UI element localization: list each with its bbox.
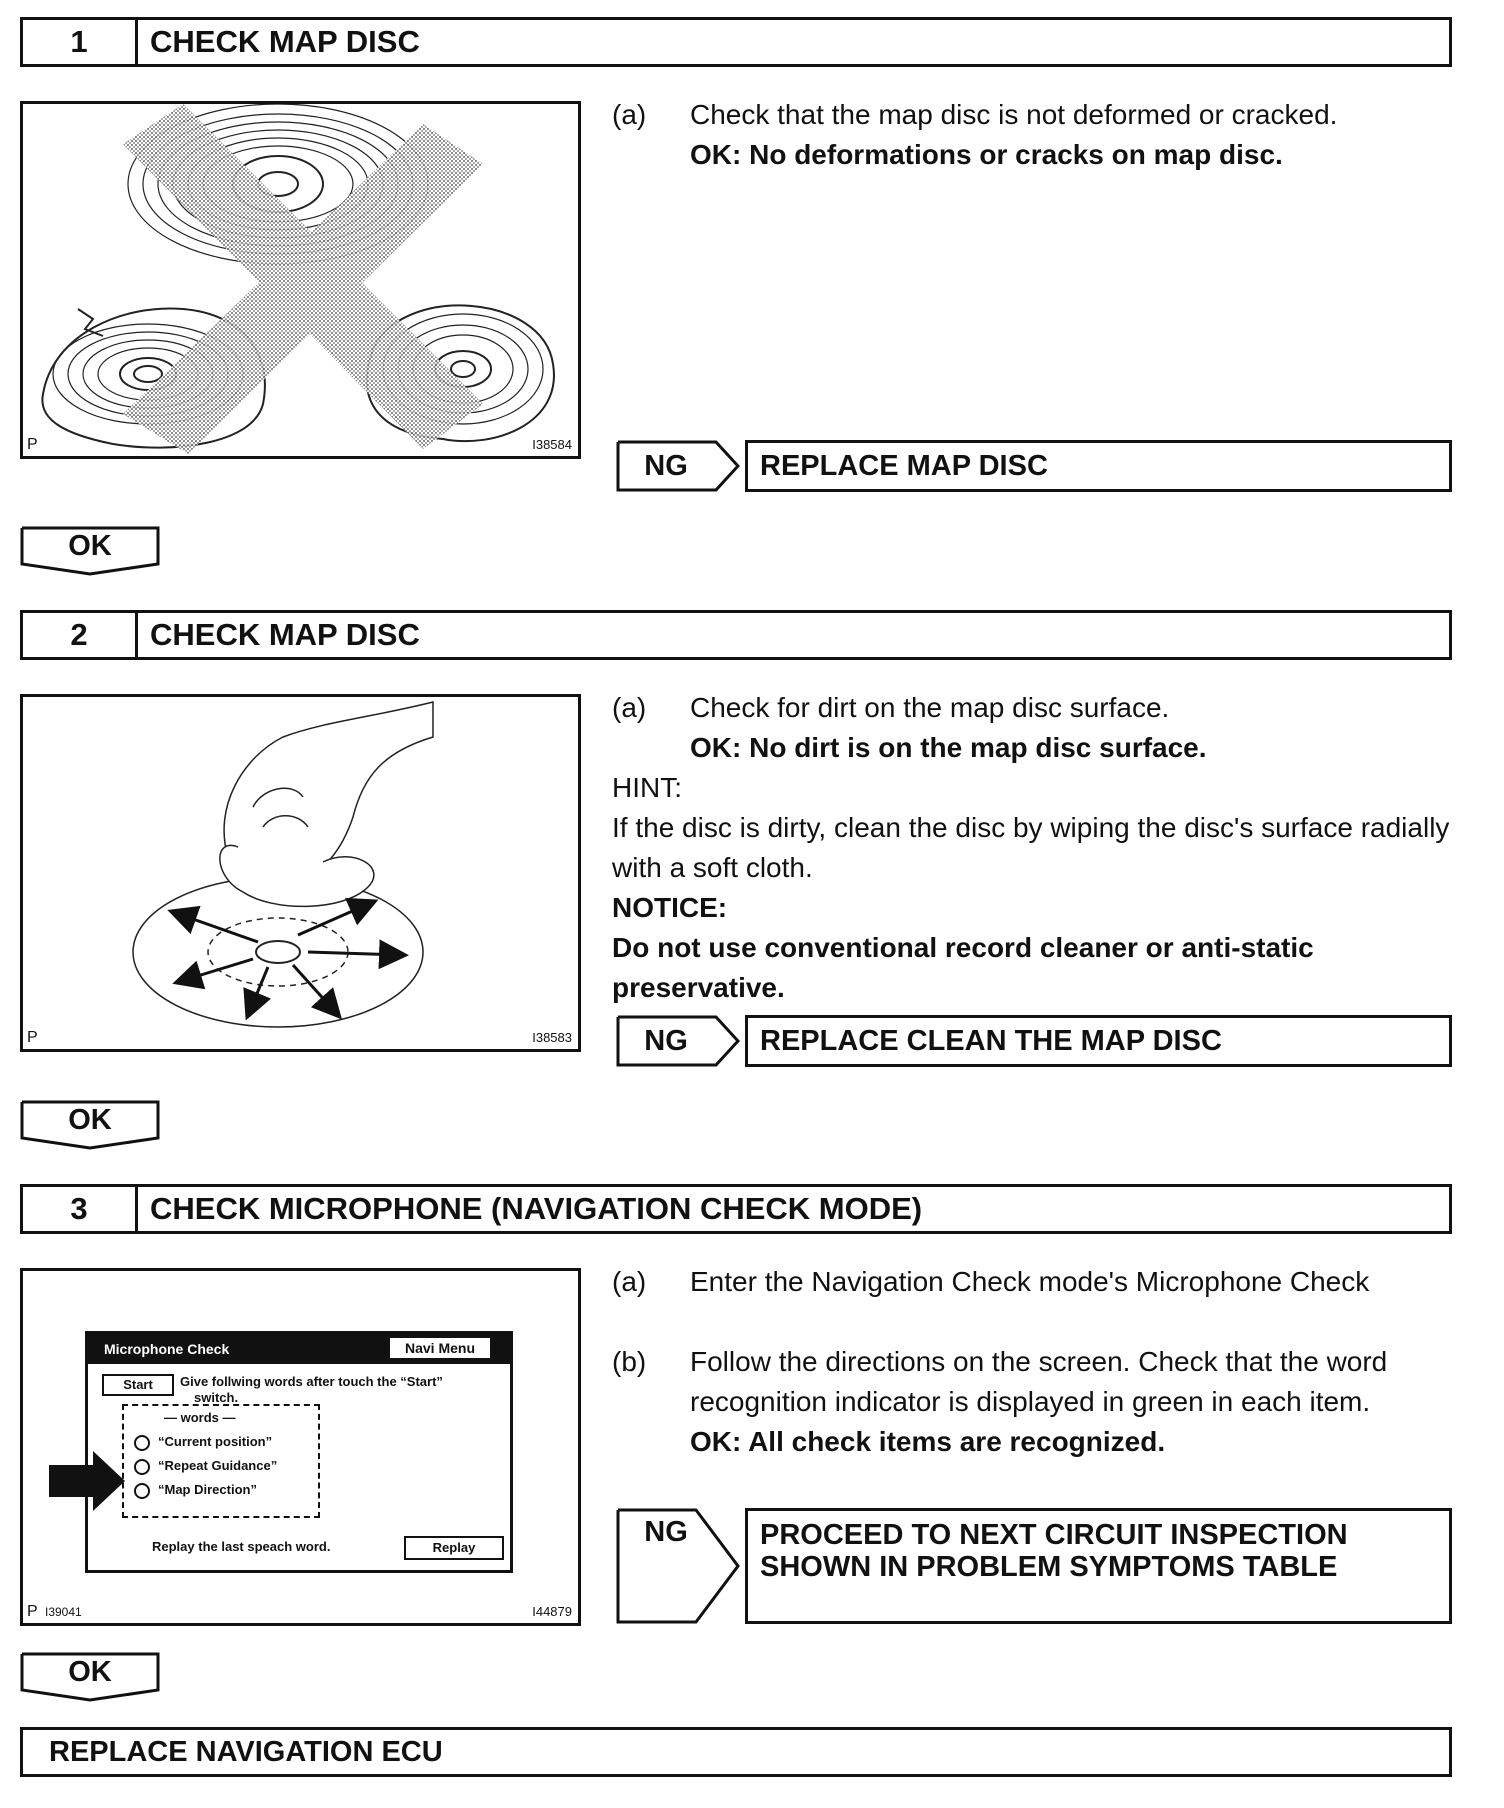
step-3-item-a-text: Enter the Navigation Check mode's Microphone Check <box>690 1266 1370 1297</box>
final-action-replace-navigation-ecu: REPLACE NAVIGATION ECU <box>20 1727 1452 1777</box>
step-3-item-b-text: Follow the directions on the screen. Check that the word recognition indicator is displayed in green in each item. <box>690 1346 1388 1417</box>
step-3-ng-action-line-2: SHOWN IN PROBLEM SYMPTOMS TABLE <box>760 1551 1338 1583</box>
step-2-ok-label: OK <box>68 1103 112 1136</box>
screen-title: Microphone Check <box>104 1341 230 1357</box>
step-3-ok-criteria: OK: All check items are recognized. <box>690 1426 1166 1457</box>
figure-3-sub-id: I39041 <box>45 1605 82 1619</box>
screen-instruction-line-1: Give follwing words after touch the “Start” <box>180 1374 443 1389</box>
step-1-text <box>612 95 1454 175</box>
step-3-ng-action <box>745 1508 1452 1624</box>
damaged-discs-illustration <box>23 104 578 456</box>
wiping-disc-illustration <box>23 697 578 1049</box>
step-1-title: CHECK MAP DISC <box>150 24 420 59</box>
step-2-title: CHECK MAP DISC <box>150 617 420 652</box>
figure-2-p-label: P <box>27 1029 38 1046</box>
figure-damaged-discs <box>20 101 581 459</box>
words-box <box>122 1404 320 1518</box>
step-2-ok-criteria: OK: No dirt is on the map disc surface. <box>690 732 1207 763</box>
word-2-text: “Repeat Guidance” <box>158 1458 278 1473</box>
step-2-notice-text: Do not use conventional record cleaner or anti-static preservative. <box>612 932 1314 1003</box>
step-2-notice-label: NOTICE: <box>612 892 728 923</box>
step-3-ng-label: NG <box>644 1515 688 1548</box>
step-1-ok-label: OK <box>68 529 112 562</box>
step-1-header <box>20 17 1452 67</box>
navi-menu-button[interactable]: Navi Menu <box>390 1338 490 1358</box>
step-2-text <box>612 688 1454 1008</box>
step-1-number: 1 <box>23 20 138 64</box>
step-3-header <box>20 1184 1452 1234</box>
word-item-3[interactable] <box>134 1482 257 1499</box>
figure-microphone-check-screen <box>20 1268 581 1626</box>
pointer-arrow-icon <box>49 1451 129 1511</box>
microphone-check-screen <box>85 1331 513 1573</box>
figure-3-p-label: P <box>27 1603 38 1620</box>
word-3-indicator-icon <box>134 1483 150 1499</box>
step-3-title: CHECK MICROPHONE (NAVIGATION CHECK MODE) <box>150 1191 923 1226</box>
step-3-text <box>612 1262 1454 1462</box>
step-3-number: 3 <box>23 1187 138 1231</box>
screen-instruction-line-2: switch. <box>194 1390 239 1405</box>
step-2-hint-text: If the disc is dirty, clean the disc by wiping the disc's surface radially with a soft cloth. <box>612 812 1450 883</box>
replay-button[interactable]: Replay <box>404 1536 504 1560</box>
step-2-item-a-label: (a) <box>612 692 647 723</box>
step-1-ng-action: REPLACE MAP DISC <box>745 440 1452 492</box>
word-1-text: “Current position” <box>158 1434 273 1449</box>
step-3-item-b-label: (b) <box>612 1346 647 1377</box>
figure-1-p-label: P <box>27 436 38 453</box>
step-3-item-a-label: (a) <box>612 1266 647 1297</box>
figure-2-id: I38583 <box>532 1030 572 1045</box>
word-3-text: “Map Direction” <box>158 1482 257 1497</box>
word-item-1[interactable] <box>134 1434 272 1451</box>
figure-3-id: I44879 <box>532 1604 572 1619</box>
word-2-indicator-icon <box>134 1459 150 1475</box>
step-2-header <box>20 610 1452 660</box>
step-2-item-a-text: Check for dirt on the map disc surface. <box>690 692 1170 723</box>
replay-text: Replay the last speach word. <box>152 1539 331 1554</box>
word-item-2[interactable] <box>134 1458 277 1475</box>
word-1-indicator-icon <box>134 1435 150 1451</box>
screen-title-bar <box>88 1334 510 1364</box>
step-1-ok-criteria: OK: No deformations or cracks on map disc. <box>690 139 1283 170</box>
step-3-ng-action-line-1: PROCEED TO NEXT CIRCUIT INSPECTION <box>760 1519 1348 1551</box>
step-2-hint-label: HINT: <box>612 772 682 803</box>
figure-wiping-disc <box>20 694 581 1052</box>
step-1-item-a-label: (a) <box>612 99 647 130</box>
figure-1-id: I38584 <box>532 437 572 452</box>
step-3-ok-label: OK <box>68 1655 112 1688</box>
step-1-item-a-text: Check that the map disc is not deformed or cracked. <box>690 99 1338 130</box>
step-2-ng-label: NG <box>644 1024 688 1057</box>
words-header: — words — <box>164 1410 236 1425</box>
step-2-number: 2 <box>23 613 138 657</box>
step-2-ng-action: REPLACE CLEAN THE MAP DISC <box>745 1015 1452 1067</box>
step-1-ng-label: NG <box>644 449 688 482</box>
start-button[interactable]: Start <box>102 1374 174 1396</box>
